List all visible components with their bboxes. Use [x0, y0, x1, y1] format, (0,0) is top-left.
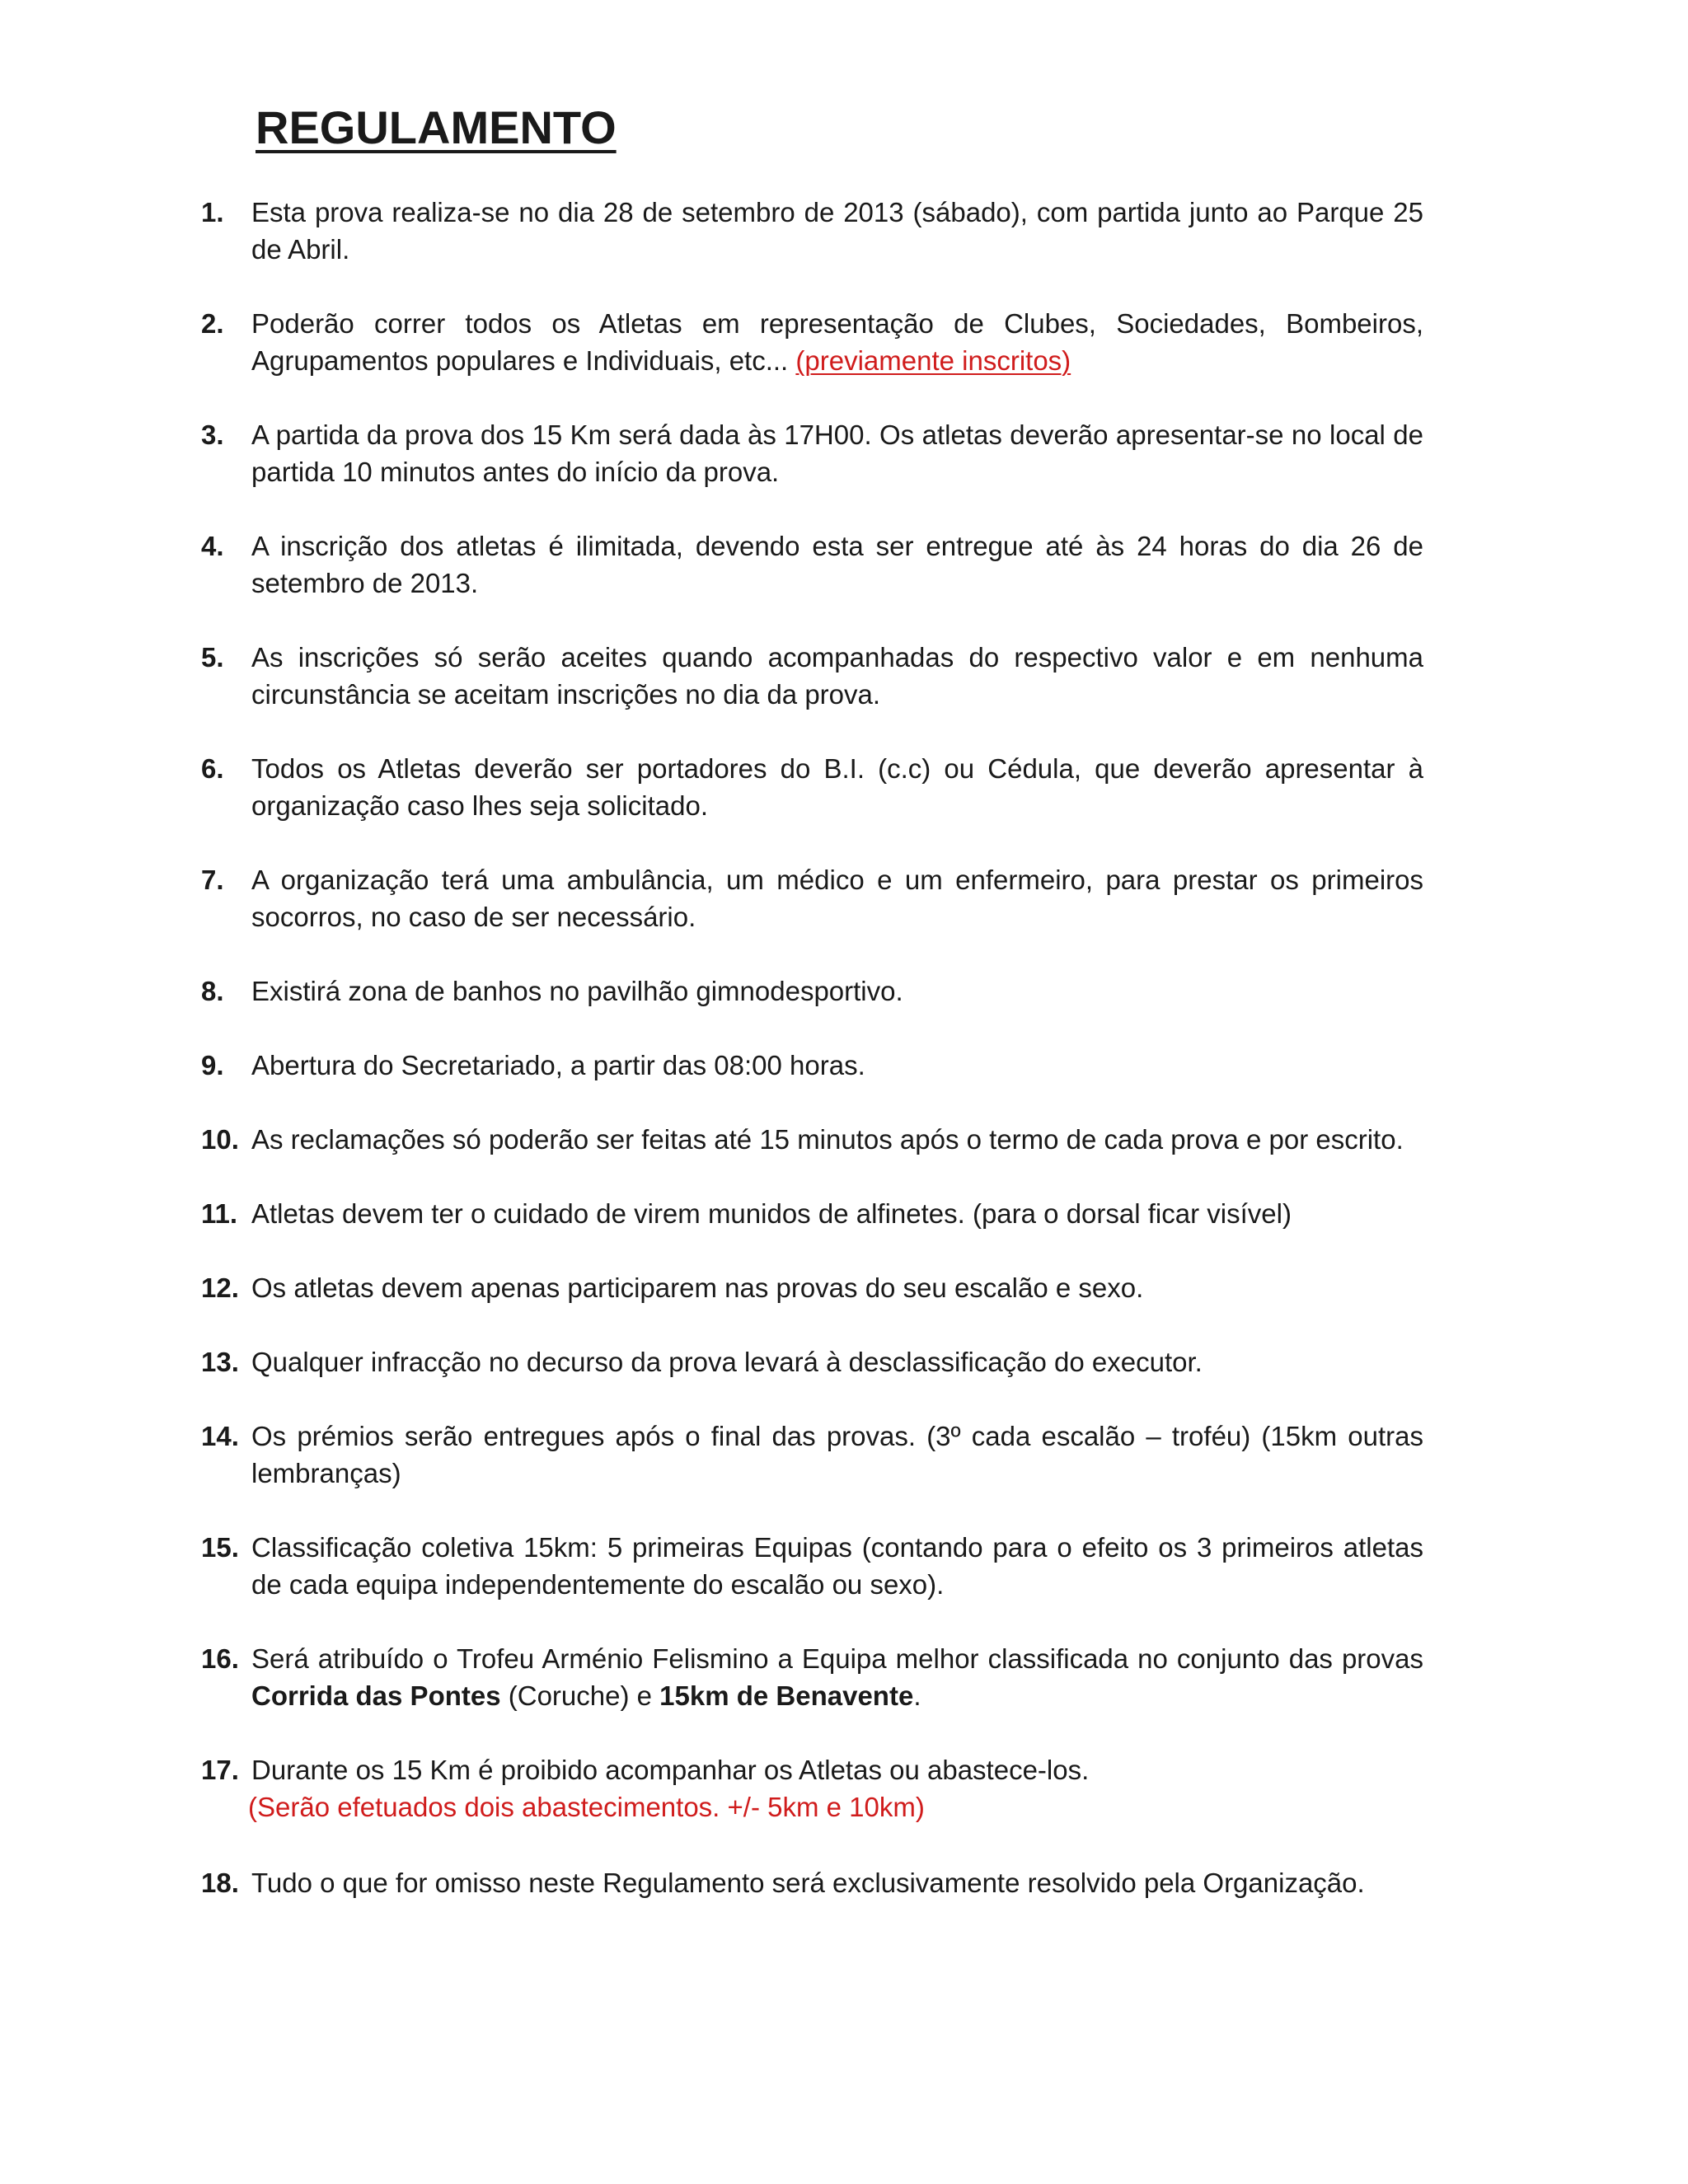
rule-number: 13. [201, 1347, 239, 1377]
rule-item [201, 1047, 1423, 1084]
rule-text: Classificação coletiva 15km: 5 primeiras Equipas (contando para o efeito os 3 primeiros atletas de cada equipa independentemente do escalão ou sexo). [251, 1532, 1423, 1600]
rule-number: 14. [201, 1421, 239, 1451]
rule-text-container [251, 305, 1423, 379]
rule-number: 10. [201, 1124, 239, 1155]
rule-text-end: . [913, 1680, 921, 1711]
rule-text: Abertura do Secretariado, a partir das 08:00 horas. [251, 1050, 865, 1080]
rule-item [201, 1751, 1423, 1825]
rule-text: Poderão correr todos os Atletas em representação de Clubes, Sociedades, Bombeiros, Agrupamentos populares e Individuais, etc... [251, 308, 1423, 376]
document-title: REGULAMENTO [256, 101, 617, 153]
rule-item [201, 1529, 1423, 1603]
rule-number: 3. [201, 419, 224, 450]
rule-item [201, 305, 1423, 379]
rule-text: A inscrição dos atletas é ilimitada, devendo esta ser entregue até às 24 horas do dia 26 de setembro de 2013. [251, 531, 1423, 598]
rule-number: 6. [201, 753, 224, 784]
rule-number: 8. [201, 976, 224, 1006]
rule-item [201, 1418, 1423, 1492]
rule-item [201, 1864, 1423, 1901]
rule-text-container [248, 1751, 1423, 1825]
rule-item [201, 1121, 1423, 1158]
rule-text: A organização terá uma ambulância, um médico e um enfermeiro, para prestar os primeiros socorros, no caso de ser necessário. [251, 865, 1423, 932]
rule-text-container [251, 1640, 1423, 1714]
rule-text: Atletas devem ter o cuidado de virem munidos de alfinetes. (para o dorsal ficar visível) [251, 1198, 1292, 1229]
rule-item [201, 861, 1423, 935]
rule-text: As inscrições só serão aceites quando acompanhadas do respectivo valor e em nenhuma circunstância se aceitam inscrições no dia da prova. [251, 642, 1423, 710]
rule-item [201, 1343, 1423, 1380]
rule-item [201, 416, 1423, 490]
rule-text: Esta prova realiza-se no dia 28 de setembro de 2013 (sábado), com partida junto ao Parque 25 de Abril. [251, 197, 1423, 265]
rule-text: Todos os Atletas deverão ser portadores do B.I. (c.c) ou Cédula, que deverão apresentar à organização caso lhes seja solicitado. [251, 753, 1423, 821]
rule-item [201, 750, 1423, 824]
registration-note: (previamente inscritos) [795, 345, 1071, 376]
rule-text: A partida da prova dos 15 Km será dada às 17H00. Os atletas deverão apresentar-se no local de partida 10 minutos antes do início da prova. [251, 419, 1423, 487]
rule-number: 18. [201, 1868, 239, 1898]
rule-item [201, 1269, 1423, 1306]
rule-number: 17. [201, 1755, 239, 1785]
race-name-15km-benavente: 15km de Benavente [659, 1680, 914, 1711]
rule-number: 12. [201, 1272, 239, 1303]
rule-number: 11. [201, 1198, 238, 1229]
rule-text: Os atletas devem apenas participarem nas provas do seu escalão e sexo. [251, 1272, 1144, 1303]
rule-text: Tudo o que for omisso neste Regulamento será exclusivamente resolvido pela Organização. [251, 1868, 1365, 1898]
rule-number: 16. [201, 1643, 239, 1674]
rule-item [201, 639, 1423, 713]
rule-number: 7. [201, 865, 224, 895]
rule-text: Durante os 15 Km é proibido acompanhar os Atletas ou abastece-los. [251, 1755, 1090, 1785]
rule-text: Os prémios serão entregues após o final das provas. (3º cada escalão – troféu) (15km outras lembranças) [251, 1421, 1423, 1488]
rule-text: As reclamações só poderão ser feitas até 15 minutos após o termo de cada prova e por escrito. [251, 1124, 1404, 1155]
rules-list [201, 194, 1423, 1901]
rule-item [201, 1195, 1423, 1232]
rule-text-middle: (Coruche) e [508, 1680, 652, 1711]
rule-text-before: Será atribuído o Trofeu Arménio Felismino a Equipa melhor classificada no conjunto das provas [251, 1643, 1423, 1674]
rule-text: Qualquer infracção no decurso da prova levará à desclassificação do executor. [251, 1347, 1203, 1377]
rule-number: 15. [201, 1532, 239, 1563]
rule-text: Existirá zona de banhos no pavilhão gimnodesportivo. [251, 976, 903, 1006]
rule-item [201, 194, 1423, 268]
rule-number: 9. [201, 1050, 224, 1080]
rule-number: 2. [201, 308, 224, 339]
rule-item [201, 527, 1423, 602]
rule-item [201, 1640, 1423, 1714]
rule-number: 1. [201, 197, 224, 227]
race-name-corrida-das-pontes: Corrida das Pontes [251, 1680, 501, 1711]
rule-number: 4. [201, 531, 224, 561]
rule-item [201, 972, 1423, 1010]
supply-note: (Serão efetuados dois abastecimentos. +/- 5km e 10km) [248, 1792, 925, 1822]
rule-number: 5. [201, 642, 224, 673]
